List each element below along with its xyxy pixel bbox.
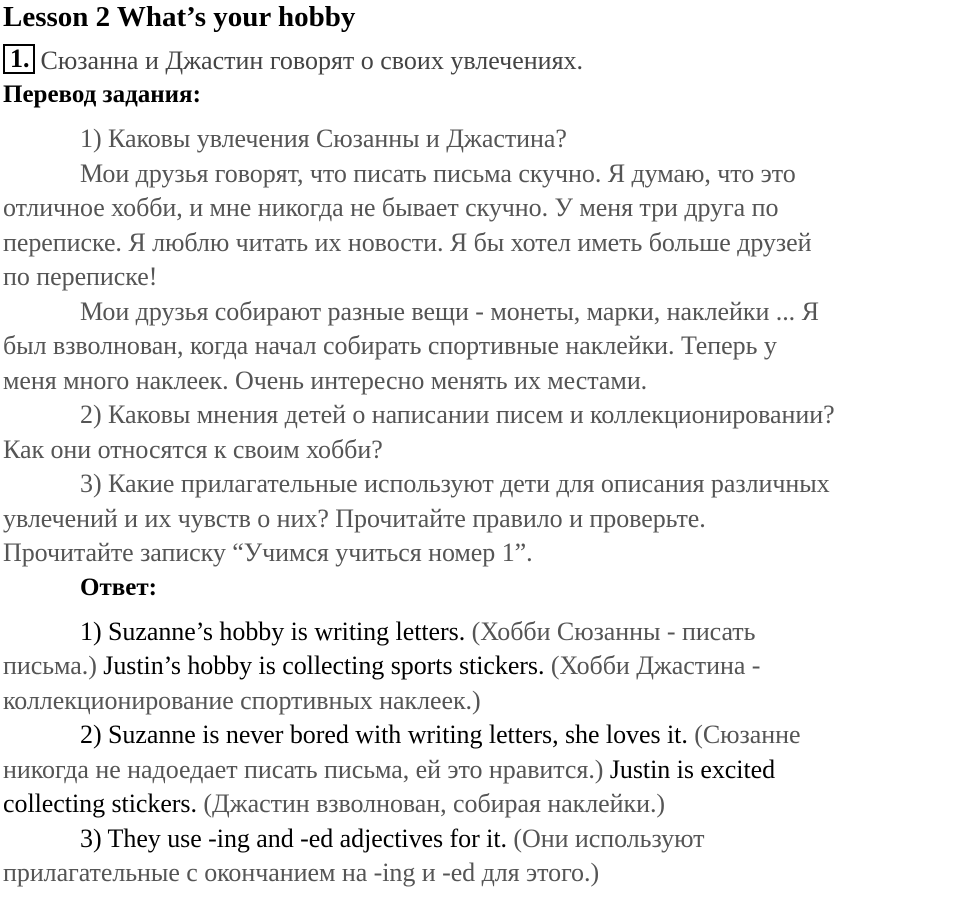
answer-line	[3, 684, 959, 719]
answer-line	[3, 753, 959, 788]
translation-line: меня много наклеек. Очень интересно менять их местами.	[3, 365, 648, 395]
answer-russian: (Хобби Сюзанны - писать	[465, 616, 756, 646]
answer-heading: Ответ:	[80, 573, 157, 601]
answer-english: 2) Suzanne is never bored with writing letters, she loves it.	[80, 720, 688, 749]
answer-line	[3, 718, 959, 753]
lesson-title: Lesson 2 What’s your hobby	[3, 1, 356, 33]
translation-line: Прочитайте записку “Учимся учиться номер 1”.	[3, 538, 533, 567]
translation-line: увлечений и их чувств о них? Прочитайте правило и проверьте.	[3, 503, 706, 533]
translation-line: переписке. Я люблю читать их новости. Я бы хотел иметь больше друзей	[3, 227, 812, 257]
translation-heading: Перевод задания:	[3, 81, 201, 108]
answer-english: 3) They use -ing and -ed adjectives for it.	[80, 823, 507, 853]
translation-line: Как они относятся к своим хобби?	[3, 434, 383, 464]
document-page	[3, 0, 959, 891]
translation-line: по переписке!	[3, 262, 158, 291]
answer-russian: (Хобби Джастина -	[544, 651, 761, 680]
answer-line	[3, 856, 959, 891]
translation-line: 2) Каковы мнения детей о написании писем и коллекционировании?	[80, 400, 835, 429]
answer-russian: никогда не надоедает писать письма, ей это нравится.)	[3, 754, 604, 784]
answer-russian: (Джастин взволнован, собирая наклейки.)	[196, 789, 666, 818]
answer-russian: (Они используют	[506, 823, 705, 853]
translation-line: 3) Какие прилагательные используют дети для описания различных	[80, 469, 830, 498]
answer-line	[3, 649, 959, 684]
answer-line	[3, 787, 959, 822]
answer-russian: письма.)	[3, 651, 97, 680]
answer-russian: коллекционирование спортивных наклеек.)	[3, 685, 481, 715]
answer-english: Justin’s hobby is collecting sports stickers.	[96, 651, 545, 680]
translation-line: Мои друзья говорят, что писать письма скучно. Я думаю, что это	[80, 158, 796, 188]
answer-russian: (Сюзанне	[687, 720, 801, 749]
answer-english: Justin is excited	[603, 754, 776, 784]
translation-line: 1) Каковы увлечения Сюзанны и Джастина?	[80, 124, 567, 153]
answer-russian: прилагательные с окончанием на -ing и -ed для этого.)	[3, 858, 600, 887]
translation-block	[3, 122, 959, 571]
answer-english: 1) Suzanne’s hobby is writing letters.	[80, 616, 466, 646]
task-text: Сюзанна и Джастин говорят о своих увлечениях.	[40, 46, 584, 75]
translation-line: отличное хобби, и мне никогда не бывает скучно. У меня три друга по	[3, 193, 779, 222]
answer-line	[3, 615, 959, 650]
answer-line	[3, 822, 959, 857]
task-number: 1.	[3, 44, 35, 74]
answer-english: collecting stickers.	[3, 789, 197, 818]
translation-line: был взволнован, когда начал собирать спортивные наклейки. Теперь у	[3, 331, 777, 360]
answer-block	[3, 615, 959, 891]
task-line	[3, 44, 959, 78]
translation-line: Мои друзья собирают разные вещи - монеты, марки, наклейки ... Я	[80, 296, 819, 326]
